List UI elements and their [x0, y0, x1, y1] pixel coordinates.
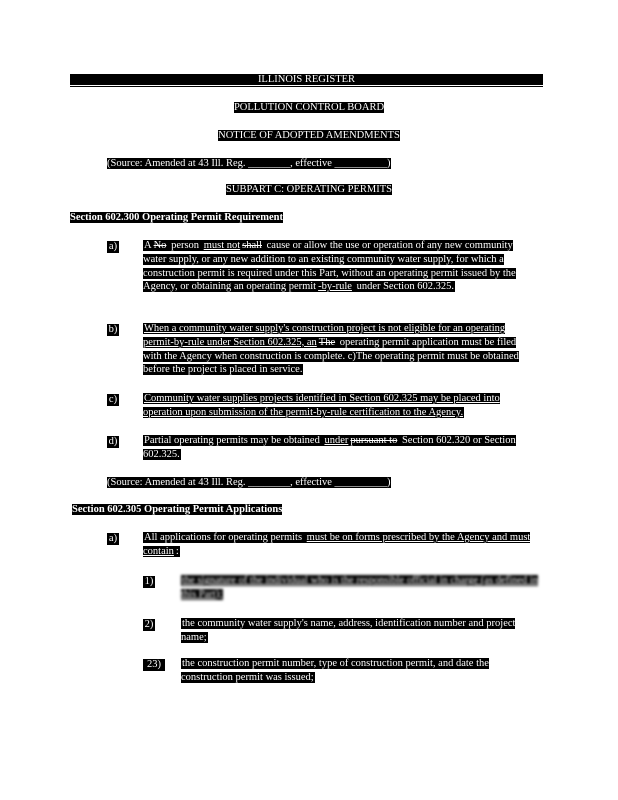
item-marker-3: 23) [143, 659, 165, 671]
paragraph-602-305-a: All applications for operating permits must be on forms prescribed by the Agency and must contain : [143, 532, 531, 557]
item-marker-305-a: a) [108, 533, 118, 544]
paragraph-602-300-a: A No person must not shall cause or allow the use or operation of any new community water supply, or any new addition to an existing community water supply, for which a construction permit is required under this Part, without an operating permit issued by the Agency, or obtaining an operating permit -by-rule under Section 602.325. [143, 240, 516, 293]
section-602-305-title: Section 602.305 Operating Permit Applications [72, 504, 283, 515]
item-marker-a: a) [108, 241, 118, 252]
item-marker-c: c) [108, 394, 118, 405]
subpart-title: SUBPART C: OPERATING PERMITS [226, 184, 392, 195]
list-item-signature: the signature of the individual who is the responsible official in charge (as defined in this Part); [181, 575, 538, 600]
item-marker-d: d) [108, 436, 118, 447]
board-title: POLLUTION CONTROL BOARD [233, 102, 385, 113]
register-header-rule [70, 86, 543, 87]
register-title: ILLINOIS REGISTER [257, 74, 356, 85]
item-marker-b: b) [108, 324, 118, 335]
source-note-1: (Source: Amended at 43 Ill. Reg. ________, effective __________) [107, 158, 391, 169]
source-note-2: (Source: Amended at 43 Ill. Reg. ________, effective __________) [107, 477, 391, 488]
item-marker-2: 2) [144, 619, 154, 630]
paragraph-602-300-b: When a community water supply's construction project is not eligible for an operating permit-by-rule under Section 602.325, an The operating permit application must be filed with the Agency when construction is complete. c)The operating permit must be obtained before the project is placed in service. [143, 323, 519, 376]
list-item-supply-name: the community water supply's name, address, identification number and project name; [181, 618, 516, 643]
item-marker-1: 1) [144, 576, 154, 587]
list-item-construction-permit: the construction permit number, type of construction permit, and date the construction permit was issued; [181, 658, 489, 683]
paragraph-602-300-d: Partial operating permits may be obtained under pursuant to Section 602.320 or Section 602.325. [143, 435, 516, 460]
notice-title: NOTICE OF ADOPTED AMENDMENTS [218, 130, 400, 141]
paragraph-602-300-c: Community water supplies projects identified in Section 602.325 may be placed into operation upon submission of the permit-by-rule certification to the Agency. [143, 393, 500, 418]
section-602-300-title: Section 602.300 Operating Permit Requirement [70, 212, 283, 223]
